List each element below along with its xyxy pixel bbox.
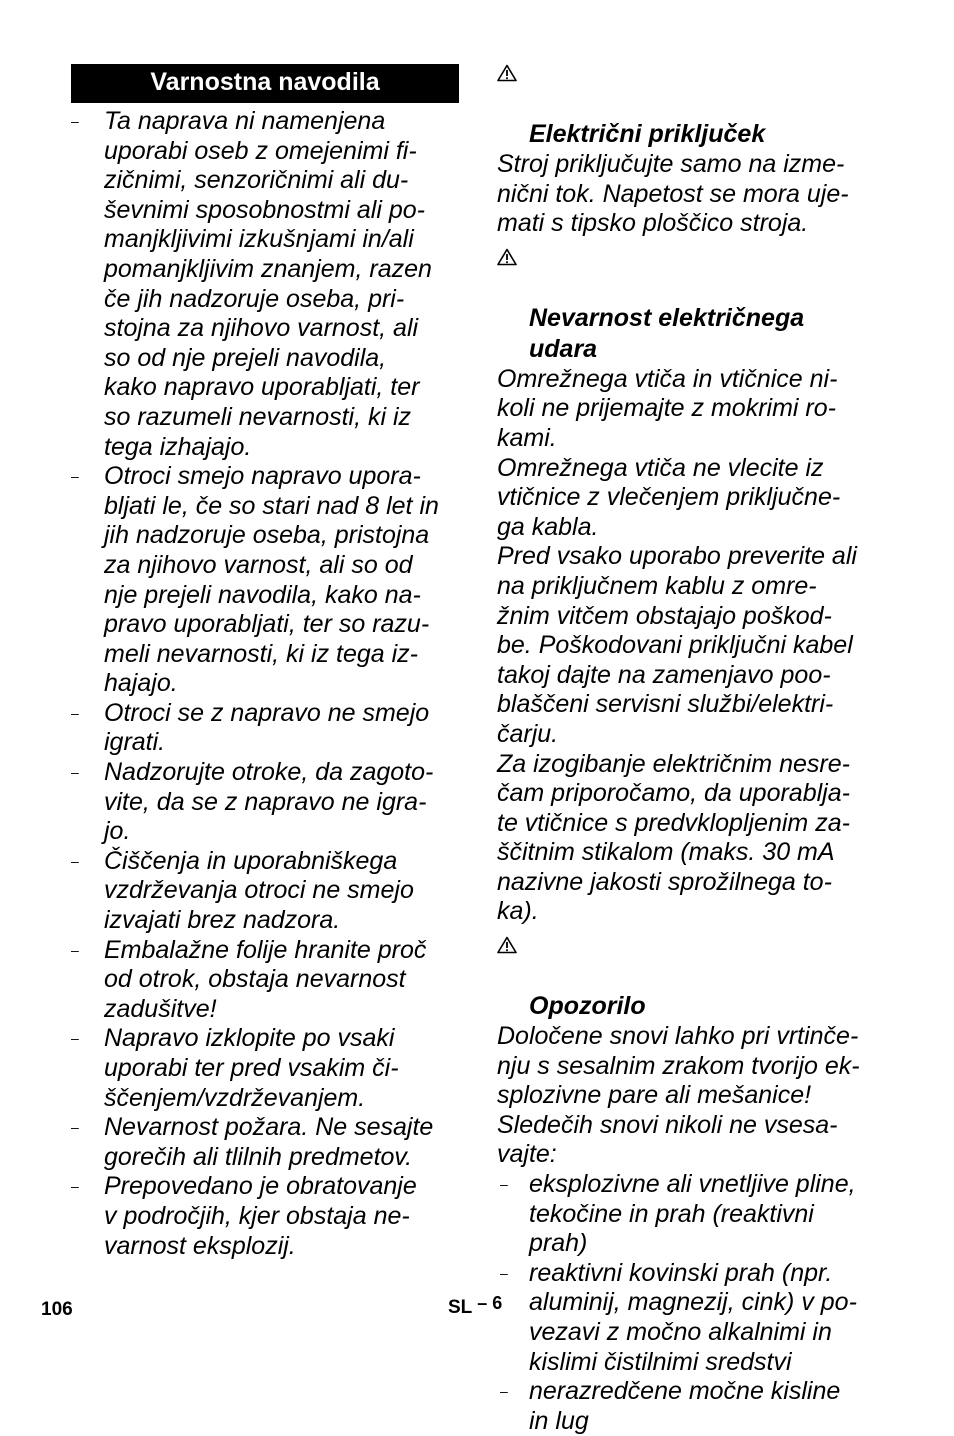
- list-item: [71, 847, 459, 936]
- section-title-electric-shock: [497, 241, 892, 365]
- bullet-dash: –: [71, 1178, 79, 1195]
- section-title-electrical-connection: [497, 57, 892, 150]
- list-item: [497, 1377, 892, 1436]
- page-number: 106: [41, 1299, 73, 1320]
- list-item-text: Embalažne folije hranite proč od otrok, obstaja nevarnost zadušitve!: [104, 935, 427, 1023]
- bullet-dash: –: [71, 1030, 79, 1047]
- list-item: [71, 1172, 459, 1261]
- bullet-dash: –: [71, 468, 79, 485]
- list-item: [71, 758, 459, 847]
- paragraph: Omrežnega vtiča in vtičnice ni- koli ne prijemajte z mokrimi ro- kami.: [497, 364, 838, 452]
- list-item-text: Prepovedano je obratovanje v področjih, kjer obstaja ne- varnost eksplozij.: [104, 1172, 417, 1260]
- sub-page-number: – 6: [477, 1293, 503, 1313]
- hazard-list: [497, 1170, 892, 1436]
- left-column: [71, 64, 459, 1261]
- list-item: [497, 1170, 892, 1259]
- list-item: [71, 1024, 459, 1113]
- list-item: [71, 462, 459, 699]
- warning-triangle-icon: [497, 248, 517, 266]
- paragraph: Določene snovi lahko pri vrtinče- nju s sesalnim zrakom tvorijo ek- splozivne pare ali mešanice!: [497, 1022, 860, 1110]
- list-item: [71, 699, 459, 758]
- language-code: SL: [448, 1297, 472, 1318]
- page-footer-label: [448, 1293, 503, 1319]
- list-item-text: Čiščenja in uporabniškega vzdrževanja otroci ne smejo izvajati brez nadzora.: [104, 846, 414, 935]
- section-heading: Varnostna navodila: [71, 64, 459, 103]
- list-item-text: reaktivni kovinski prah (npr. aluminij, magnezij, cink) v po- vezavi z močno alkalnimi in kislimi čistilnimi sredstvi: [529, 1258, 857, 1376]
- bullet-dash: –: [71, 113, 79, 129]
- list-item-text: Ta naprava ni namenjena uporabi oseb z omejenimi fi- zičnimi, senzoričnimi ali du- ševnimi sposobnostmi ali po- manjkljivimi izkušnjami in/ali pomanjkljivim znanjem, razen če jih nadzoruje oseba, pri- stojna za njihovo varnost, ali so od nje prejeli navodila, kako napravo uporabljati, ter so razumeli nevarnosti, ki iz tega izhajajo.: [104, 107, 432, 461]
- list-item: [71, 107, 459, 462]
- list-item: [497, 1259, 892, 1377]
- bullet-dash: –: [500, 1176, 508, 1193]
- paragraph: Za izogibanje električnim nesre- čam priporočamo, da uporablja- te vtičnice s predvklopljenim za- ščitnim stikalom (maks. 30 mA nazivne jakosti sprožilnega to- ka).: [497, 749, 850, 926]
- list-item-text: Otroci se z napravo ne smejo igrati.: [104, 698, 430, 757]
- warning-triangle-icon: [497, 64, 517, 82]
- bullet-dash: –: [71, 1119, 79, 1136]
- section-title-text: Nevarnost električnega udara: [529, 303, 805, 363]
- list-item-text: eksplozivne ali vnetljive pline, tekočine in prah (reaktivni prah): [529, 1170, 856, 1258]
- list-item: [71, 936, 459, 1025]
- section-title-text: Opozorilo: [529, 992, 646, 1021]
- bullet-dash: –: [71, 941, 79, 958]
- paragraph: Omrežnega vtiča ne vlecite iz vtičnice z vlečenjem priključne- ga kabla.: [497, 453, 841, 541]
- list-item-text: nerazredčene močne kisline in lug: [529, 1377, 841, 1435]
- paragraph: Stroj priključujte samo na izme- nični tok. Napetost se mora uje- mati s tipsko ploščico stroja.: [497, 150, 849, 238]
- section-title-warning: [497, 929, 892, 1022]
- list-item-text: Napravo izklopite po vsaki uporabi ter pred vsakim či- ščenjem/vzdrževanjem.: [104, 1024, 399, 1112]
- right-column: [497, 57, 892, 1436]
- paragraph: Sledečih snovi nikoli ne vsesa- vajte:: [497, 1110, 838, 1169]
- bullet-dash: –: [71, 704, 79, 721]
- bullet-dash: –: [500, 1264, 508, 1281]
- list-item-text: Nevarnost požara. Ne sesajte gorečih ali tlilnih predmetov.: [104, 1113, 434, 1171]
- list-item-text: Nadzorujte otroke, da zagoto- vite, da se z napravo ne igra- jo.: [104, 758, 434, 846]
- list-item-text: Otroci smejo napravo upora- bljati le, če so stari nad 8 let in jih nadzoruje oseba, pristojna za njihovo varnost, ali so od nje prejeli navodila, kako na- pravo uporabljati, ter so razu- meli nevarnosti, ki iz tega iz- hajajo.: [104, 462, 439, 698]
- section-title-text: Električni priključek: [529, 120, 766, 148]
- list-item: [71, 1113, 459, 1172]
- bullet-dash: –: [500, 1383, 508, 1400]
- warning-triangle-icon: [497, 936, 517, 954]
- bullet-dash: –: [71, 764, 79, 781]
- bullet-dash: –: [71, 852, 79, 869]
- safety-list: [71, 107, 459, 1261]
- paragraph: Pred vsako uporabo preverite ali na priključnem kablu z omre- žnim vitčem obstajajo poškod- be. Poškodovani priključni kabel takoj dajte na zamenjavo poo- blaščeni servisni službi/elektri- čarju.: [497, 542, 857, 748]
